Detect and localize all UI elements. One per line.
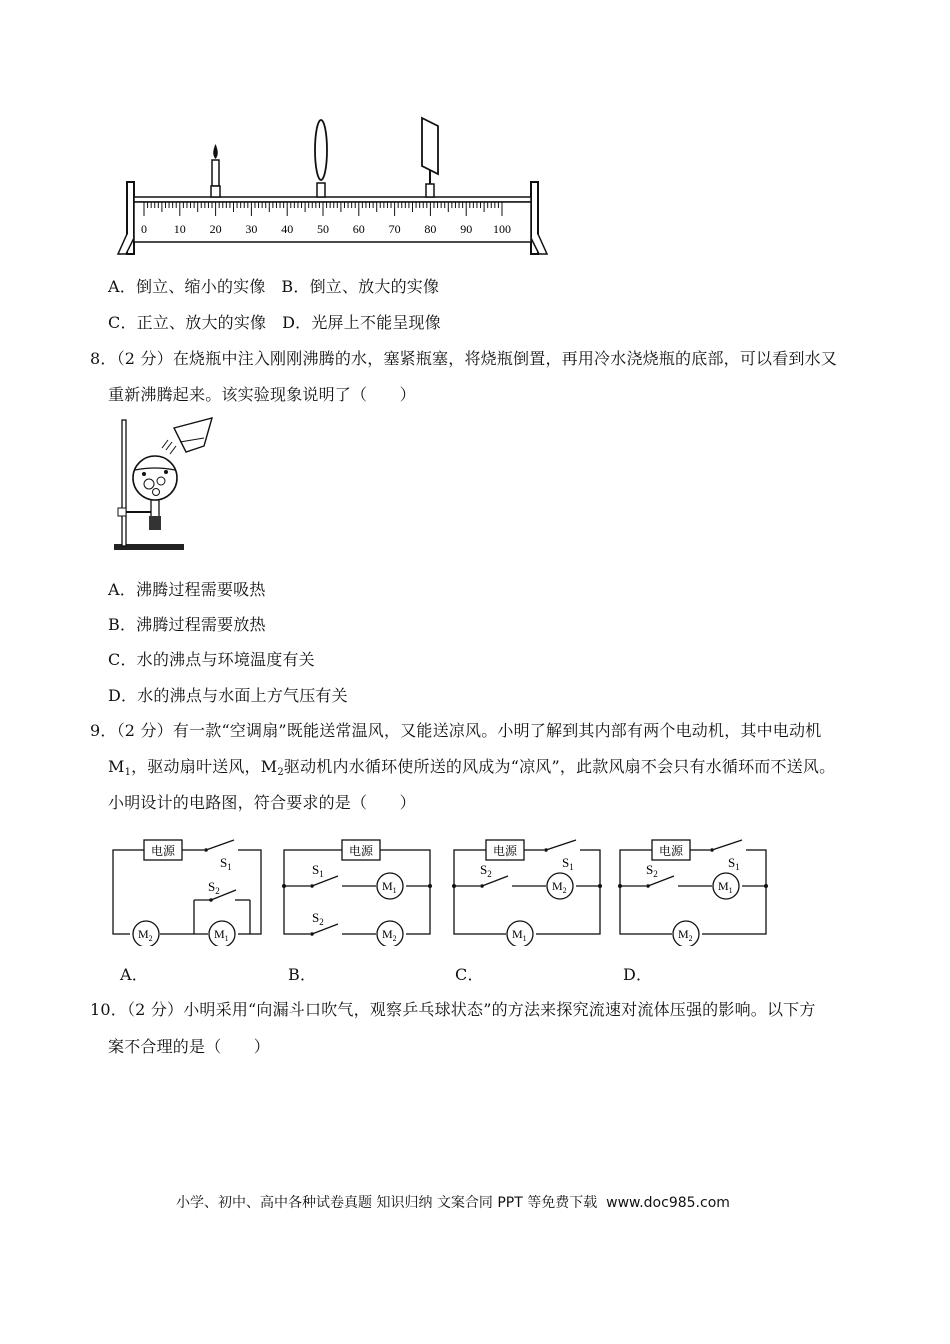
svg-text:S2: $S_2$ [208,879,220,896]
ruler-tick-label: 60 [352,222,365,236]
svg-text:M2: $M_2$ [552,879,567,895]
svg-text:M2: $M_2$ [138,927,153,943]
ruler-tick-label: 100 [493,222,511,236]
svg-text:M1: $M_1$ [382,879,397,895]
q8-option-c[interactable]: C．水的沸点与环境温度有关 [108,650,315,669]
ruler-tick-label: 50 [317,222,329,236]
footer-link[interactable]: www.doc985.com [606,1195,730,1211]
q8-stem-line-1: 8．（2 分）在烧瓶中注入刚刚沸腾的水，塞紧瓶塞，将烧瓶倒置，再用冷水浇烧瓶的底部，可以看到水又 [90,349,838,368]
q9-stem-line-1: 9．（2 分）有一款“空调扇”既能送常温风，又能送凉风。小明了解到其内部有两个电动机，其中电动机 [90,721,822,740]
q9-option-b-label[interactable]: B． [288,965,317,984]
q9-option-c-label[interactable]: C． [455,965,484,984]
q8-option-d[interactable]: D．水的沸点与水面上方气压有关 [108,686,348,705]
q8-stem-line-2: 重新沸腾起来。该实验现象说明了（ ） [108,385,416,404]
page-footer [176,1192,730,1212]
svg-text:M1: $M_1$ [512,927,527,943]
q10-stem-line-2: 案不合理的是（ ） [108,1037,271,1056]
q7-option-b[interactable]: B．倒立、放大的实像 [281,277,440,296]
q7-options-row-2 [108,313,441,333]
ruler-tick-label: 20 [209,222,222,236]
svg-text:电源: 电源 [492,844,518,858]
q8-option-a[interactable]: A．沸腾过程需要吸热 [108,580,266,599]
q7-option-c[interactable]: C．正立、放大的实像 [108,313,267,332]
svg-text:电源: 电源 [348,844,374,858]
q9-option-a-label[interactable]: A． [120,965,148,984]
svg-text:M1: $M_1$ [718,879,733,895]
ruler-tick-label: 40 [281,222,294,236]
q7-option-a[interactable]: A．倒立、缩小的实像 [108,277,266,296]
svg-text:S2: $S_2$ [480,862,492,879]
svg-text:S1: $S_1$ [312,862,324,879]
svg-text:S2: $S_2$ [646,862,658,879]
ruler-tick-label: 10 [173,222,186,236]
svg-text:S1: $S_1$ [220,855,232,872]
svg-text:电源: 电源 [658,844,684,858]
q9-option-d-label[interactable]: D． [623,965,653,984]
q9-stem-line-2: $M_1$，驱动扇叶送风，$M_2$驱动机内水循环使所送的风成为“凉风”，此款风扇不会只有水循环而不送风。 [108,757,836,778]
q7-options-row-1 [108,277,439,297]
q9-stem-line-3: 小明设计的电路图，符合要求的是（ ） [108,793,416,812]
ruler-tick-label: 80 [424,222,437,236]
q7-option-d[interactable]: D．光屏上不能呈现像 [282,313,441,332]
svg-text:电源: 电源 [150,844,176,858]
ruler-tick-label: 90 [460,222,473,236]
svg-text:S2: $S_2$ [312,910,324,927]
svg-text:S1: $S_1$ [562,855,574,872]
circuit-diagram-d[interactable] [616,834,771,946]
optical-bench-figure [110,112,555,260]
ruler-tick-label: 30 [245,222,258,236]
svg-text:S1: $S_1$ [728,855,740,872]
circuit-diagram-c[interactable] [450,834,605,946]
q8-option-b[interactable]: B．沸腾过程需要放热 [108,615,266,634]
svg-text:M1: $M_1$ [214,927,229,943]
svg-text:M2: $M_2$ [678,927,693,943]
footer-text: 小学、初中、高中各种试卷真题 知识归纳 文案合同 PPT 等免费下载 [176,1195,598,1211]
flask-experiment-figure [108,412,218,556]
ruler-tick-label: 70 [388,222,401,236]
circuit-diagram-a[interactable] [110,834,265,946]
circuit-diagram-b[interactable] [280,834,435,946]
ruler-tick-label: 0 [141,222,147,236]
q10-stem-line-1: 10．（2 分）小明采用“向漏斗口吹气，观察乒乓球状态”的方法来探究流速对流体压强的影响。以下方 [90,1000,816,1019]
svg-text:M2: $M_2$ [382,927,397,943]
